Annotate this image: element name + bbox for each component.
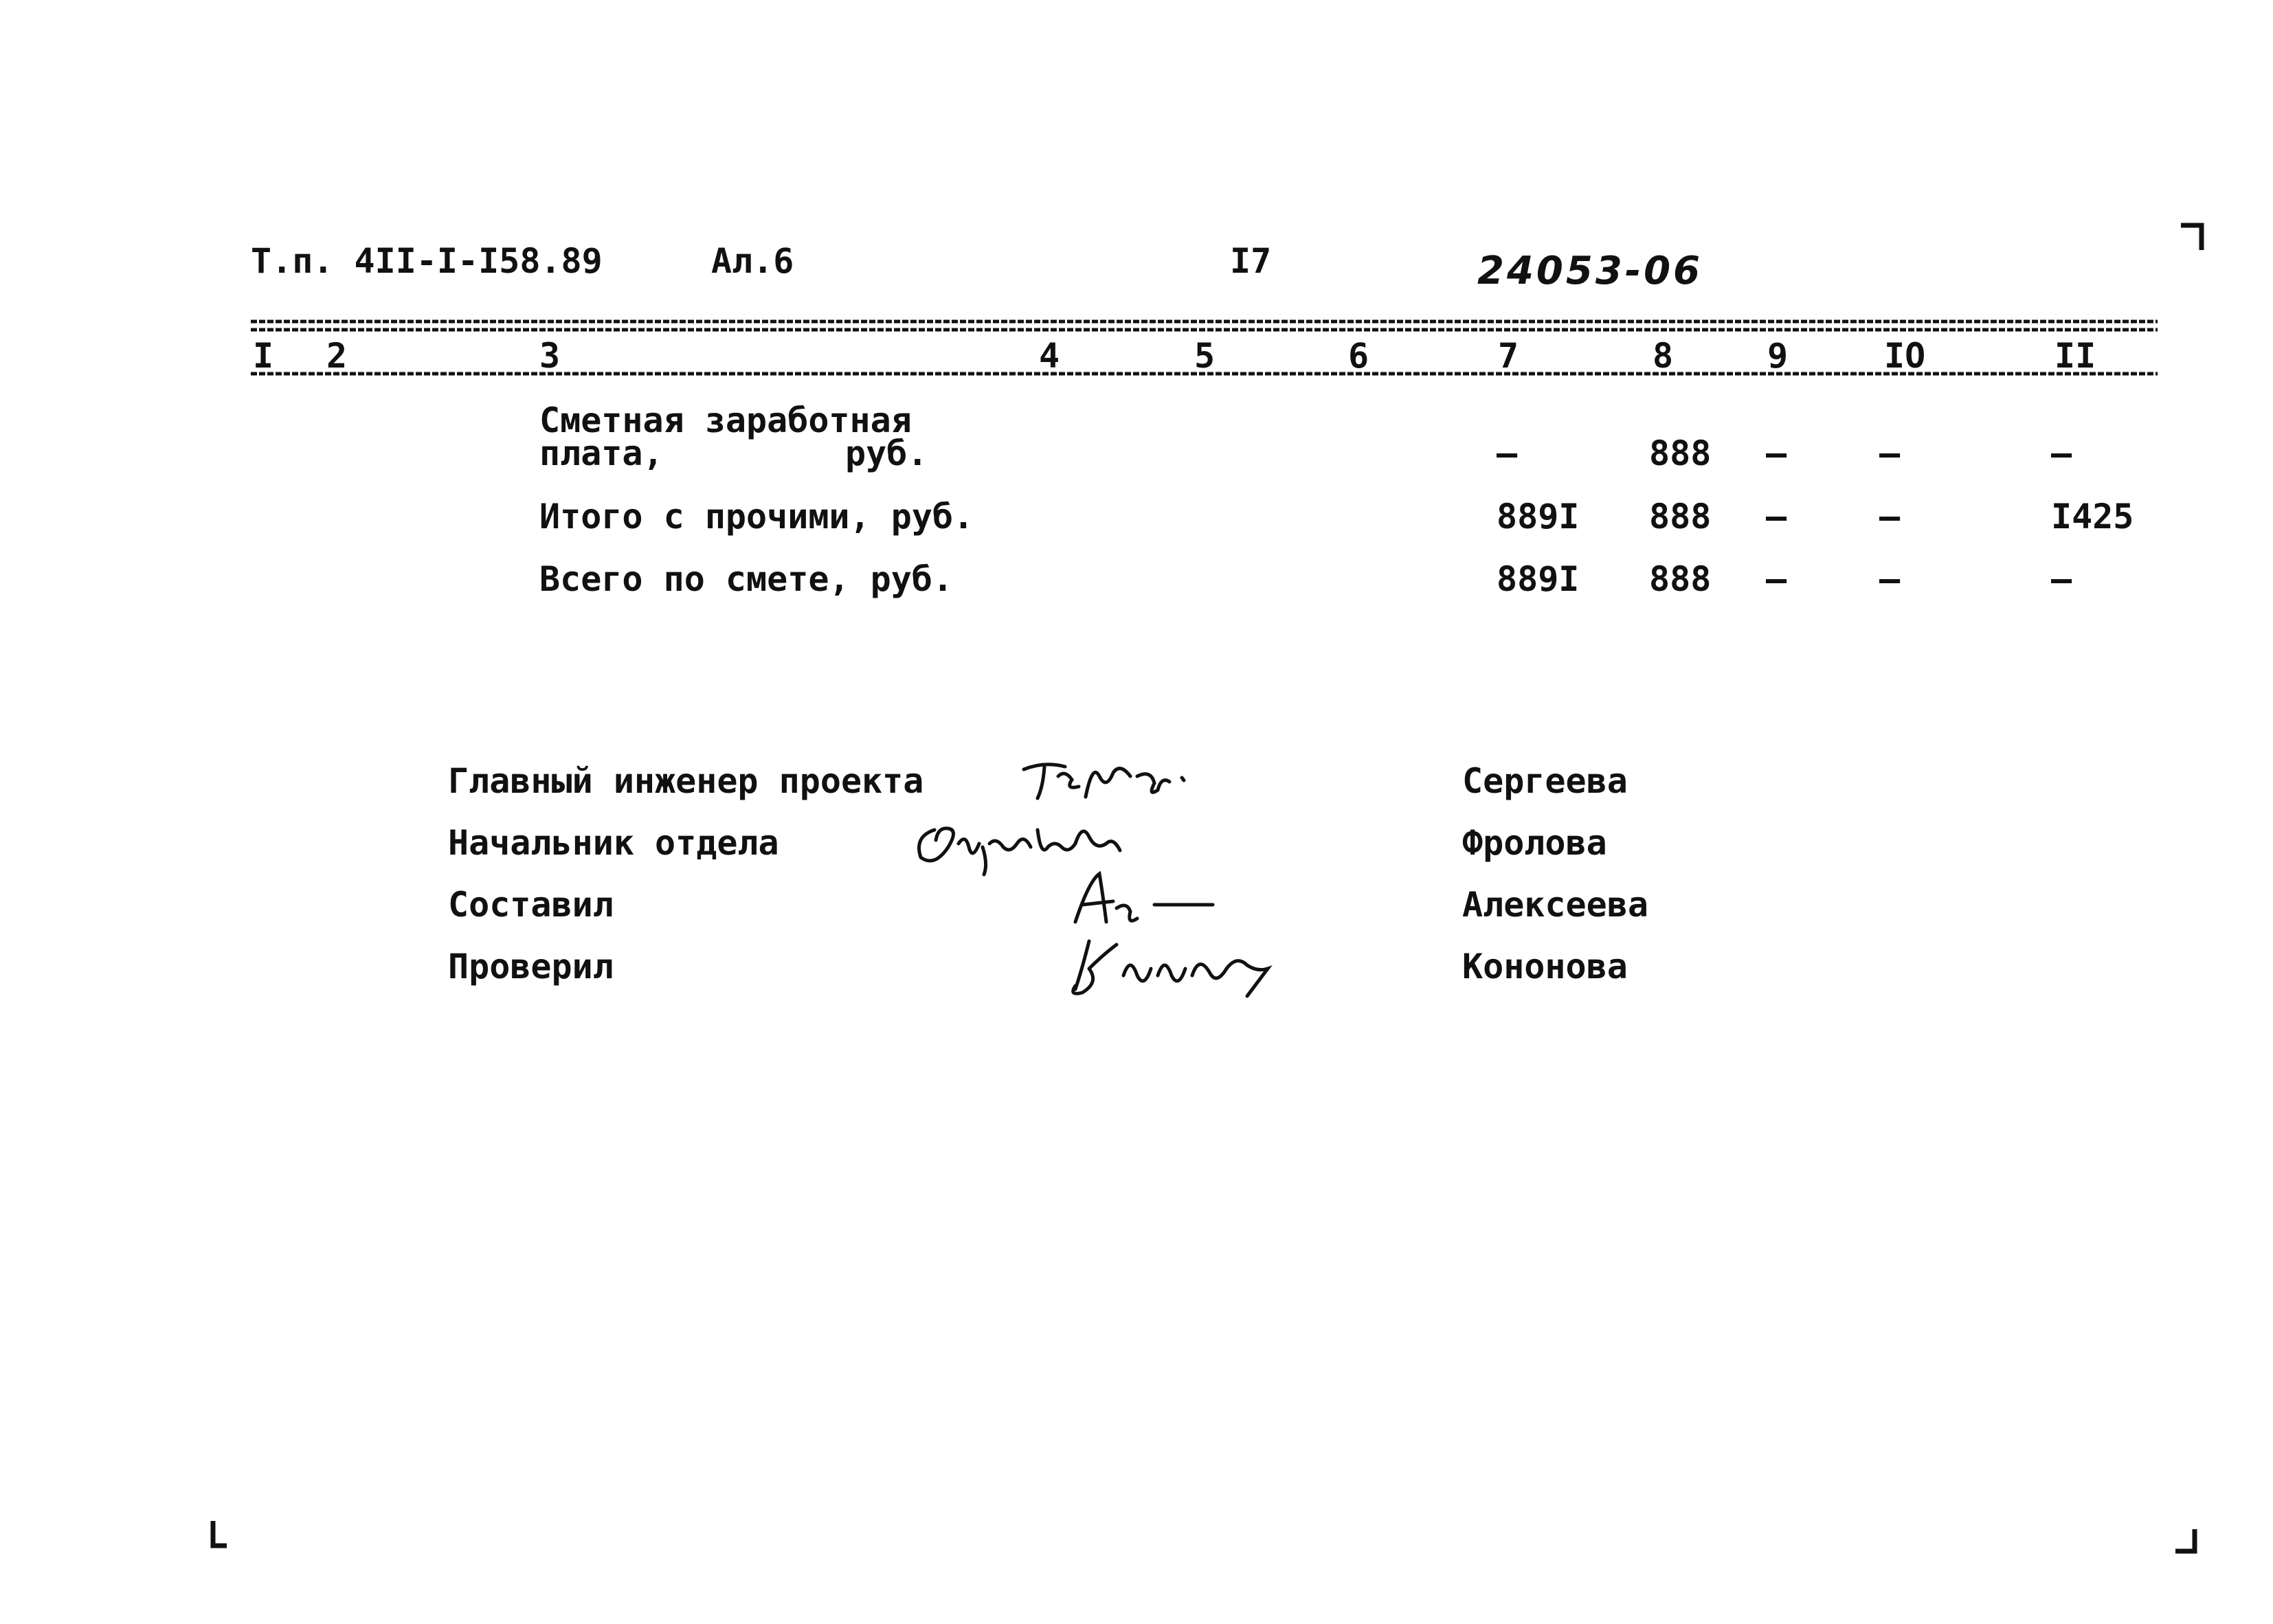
album-number: Ал.6 <box>711 241 794 281</box>
column-header-10: IO <box>1884 336 1926 376</box>
column-header-3: 3 <box>539 336 561 376</box>
column-header-8: 8 <box>1653 336 1674 376</box>
row-2-col-7: 889I <box>1497 497 1580 537</box>
column-header-5: 5 <box>1194 336 1216 376</box>
signature-role-3: Составил <box>448 885 614 925</box>
row-1-col-10: – <box>1879 433 1901 473</box>
row-2-col-8: 888 <box>1649 497 1712 537</box>
signature-role-1: Главный инженер проекта <box>448 761 924 801</box>
row-3-col-8: 888 <box>1649 559 1712 599</box>
column-header-4: 4 <box>1039 336 1060 376</box>
row-1-label-unit: руб. <box>845 433 928 473</box>
row-2-col-10: – <box>1879 497 1901 537</box>
row-3-col-11: – <box>2051 559 2072 599</box>
signature-role-2: Начальник отдела <box>448 823 779 863</box>
document-code: Т.п. 4II-I-I58.89 <box>251 241 603 281</box>
row-3-label: Всего по смете, руб. <box>539 559 954 599</box>
row-1-col-9: – <box>1766 433 1787 473</box>
column-header-11: II <box>2054 336 2096 376</box>
corner-mark-bottom-left <box>206 1518 234 1553</box>
signature-name-2: Фролова <box>1462 823 1607 863</box>
handwritten-signature-3 <box>1062 867 1227 936</box>
column-header-7: 7 <box>1498 336 1519 376</box>
row-1-col-8: 888 <box>1649 433 1712 473</box>
row-1-col-11: – <box>2051 433 2072 473</box>
row-1-col-7: – <box>1497 433 1518 473</box>
signature-name-1: Сергеева <box>1462 761 1628 801</box>
signature-name-3: Алексеева <box>1462 885 1648 925</box>
corner-mark-top-right <box>2178 220 2213 254</box>
column-header-1: I <box>253 336 274 376</box>
row-1-label-line2: плата, <box>539 433 664 473</box>
row-3-col-10: – <box>1879 559 1901 599</box>
corner-mark-bottom-right <box>2171 1525 2206 1559</box>
table-top-rule <box>251 317 2158 335</box>
row-3-col-9: – <box>1766 559 1787 599</box>
column-header-9: 9 <box>1767 336 1789 376</box>
column-header-2: 2 <box>326 336 348 376</box>
handwritten-signature-1 <box>1017 749 1209 811</box>
signature-name-4: Кононова <box>1462 947 1628 986</box>
table-header-rule <box>251 370 2158 378</box>
page-number: I7 <box>1230 241 1272 281</box>
column-header-6: 6 <box>1348 336 1369 376</box>
signature-role-4: Проверил <box>448 947 614 986</box>
row-3-col-7: 889I <box>1497 559 1580 599</box>
row-2-col-9: – <box>1766 497 1787 537</box>
row-1-label-line1: Сметная заработная <box>539 401 912 440</box>
handwritten-signature-4 <box>1062 927 1281 1003</box>
row-2-col-11: I425 <box>2051 497 2134 537</box>
row-2-label: Итого с прочими, руб. <box>539 497 974 537</box>
stamp-number: 24053-06 <box>1477 249 1703 293</box>
